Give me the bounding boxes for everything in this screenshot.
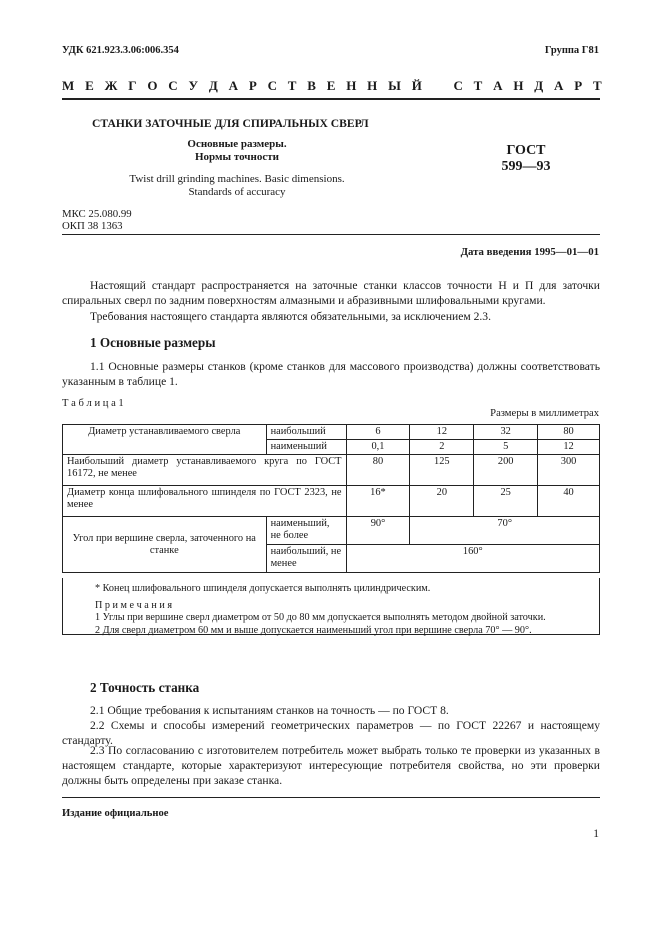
table-cell: 32 <box>474 425 538 440</box>
banner-letter: С <box>267 78 277 93</box>
title-rule <box>62 234 600 235</box>
banner-letter: В <box>307 78 316 93</box>
document-title: СТАНКИ ЗАТОЧНЫЕ ДЛЯ СПИРАЛЬНЫХ СВЕРЛ <box>92 117 369 130</box>
banner-letter: Р <box>574 78 583 93</box>
table-cell: 16* <box>346 486 410 517</box>
table-cell: 80 <box>346 455 410 486</box>
intro-obligation: Требования настоящего стандарта являются обязательными, за исключением 2.3. <box>90 310 492 323</box>
banner-letter: Д <box>208 78 218 93</box>
english-title-line1: Twist drill grinding machines. Basic dimensions. <box>129 173 345 185</box>
banner-letter: Д <box>534 78 544 93</box>
banner-letter: С <box>453 78 463 93</box>
table-cell: 90° <box>346 517 410 545</box>
section2-paragraph1: 2.1 Общие требования к испытаниям станков на точность — по ГОСТ 8. <box>90 704 449 717</box>
table-cell: 20 <box>410 486 474 517</box>
banner-letter: Р <box>248 78 257 93</box>
banner-letter: М <box>62 78 75 93</box>
banner-letter: Н <box>513 78 524 93</box>
table-row <box>63 425 600 440</box>
point-angle-label: Угол при вершине сверла, заточенного на станке <box>63 517 267 573</box>
banner-letter: Ж <box>104 78 118 93</box>
min-label: наименьший <box>266 440 346 455</box>
footnote-star: * Конец шлифовального шпинделя допускается выполнять цилиндрическим. <box>95 583 431 594</box>
table-cell: 0,1 <box>346 440 410 455</box>
table-row <box>63 455 600 486</box>
banner-letter: Ы <box>388 78 401 93</box>
page-number: 1 <box>593 828 599 840</box>
banner-letter: С <box>168 78 178 93</box>
effective-date: Дата введения 1995—01—01 <box>460 246 599 258</box>
table-cell: 200 <box>474 455 538 486</box>
table-cell: 70° <box>410 517 600 545</box>
wheel-diameter-label: Наибольший диаметр устанавливаемого круга по ГОСТ 16172, не менее <box>63 455 347 486</box>
table-units: Размеры в миллиметрах <box>490 408 599 419</box>
notes-title: П р и м е ч а н и я <box>95 599 173 611</box>
banner-letter: Т <box>593 78 602 93</box>
banner-letter: А <box>228 78 238 93</box>
table-cell: 12 <box>410 425 474 440</box>
table-notes <box>62 578 600 635</box>
table-cell: 40 <box>538 486 600 517</box>
banner-letter: Т <box>287 78 297 93</box>
interstate-standard-banner <box>62 78 602 94</box>
table-label: Т а б л и ц а 1 <box>62 398 124 409</box>
table-row <box>63 517 600 545</box>
banner-letter <box>433 78 443 94</box>
banner-letter: А <box>493 78 503 93</box>
section1-heading: 1 Основные размеры <box>90 335 216 350</box>
intro-paragraph: Настоящий стандарт распространяется на заточные станки классов точности Н и П для заточки спиральных сверл по задним поверхностям алмазными и абразивными шлифовальными кругами. <box>62 279 600 307</box>
table-cell: 2 <box>410 440 474 455</box>
banner-letter: Й <box>411 78 422 93</box>
subtitle-line2: Нормы точности <box>195 151 279 163</box>
table-cell: 160° <box>346 545 599 573</box>
max-not-less-label: наибольший, не менее <box>266 545 346 573</box>
section1-paragraph: 1.1 Основные размеры станков (кроме станков для массового производства) должны соответствовать указанным в таблице 1. <box>62 360 600 388</box>
max-label: наибольший <box>266 425 346 440</box>
gost-number: 599—93 <box>501 159 551 174</box>
min-not-more-label: наименьший, не более <box>266 517 346 545</box>
drill-diameter-label: Диаметр устанавливаемого сверла <box>63 425 267 455</box>
banner-letter: Е <box>326 78 336 93</box>
udk-code: УДК 621.923.3.06:006.354 <box>62 45 179 56</box>
footer-rule <box>62 797 600 798</box>
note-2: 2 Для сверл диаметром 60 мм и выше допускается наименьший угол при вершине сверла 70° — 90°. <box>95 624 532 636</box>
spindle-diameter-label: Диаметр конца шлифовального шпинделя по ГОСТ 2323, не менее <box>63 486 347 517</box>
banner-letter: Т <box>473 78 483 93</box>
subtitle-line1: Основные размеры. <box>187 138 287 150</box>
group-code: Группа Г81 <box>544 45 599 56</box>
table-cell: 5 <box>474 440 538 455</box>
banner-letter: А <box>554 78 564 93</box>
table-cell: 125 <box>410 455 474 486</box>
section2-paragraph3: 2.3 По согласованию с изготовителем потребитель может выбрать только те проверки из указанных в настоящем стандарте, которые характеризуют интересующие потребителя свойства, но эти проверки должны быть определены при заказе станка. <box>62 744 600 787</box>
table-cell: 80 <box>538 425 600 440</box>
section2-heading: 2 Точность станка <box>90 680 200 695</box>
dimensions-table <box>62 424 600 573</box>
mks-code: МКС 25.080.99 <box>62 208 132 220</box>
banner-letter: Г <box>128 78 137 93</box>
section2-paragraph2: 2.2 Схемы и способы измерений геометрических параметров — по ГОСТ 22267 и настоящему стандарту. <box>62 719 600 747</box>
banner-letter: Е <box>85 78 94 93</box>
banner-letter: О <box>147 78 158 93</box>
table-cell: 300 <box>538 455 600 486</box>
banner-letter: Н <box>367 78 378 93</box>
table-cell: 6 <box>346 425 410 440</box>
banner-letter: У <box>188 78 199 93</box>
okp-code: ОКП 38 1363 <box>62 220 123 232</box>
gost-label: ГОСТ <box>506 143 546 158</box>
banner-letter: Н <box>346 78 357 93</box>
table-cell: 25 <box>474 486 538 517</box>
table-row <box>63 486 600 517</box>
english-title-line2: Standards of accuracy <box>188 186 286 198</box>
note-1: 1 Углы при вершине сверл диаметром от 50 до 80 мм допускается выполнять методом двойной заточки. <box>95 612 546 623</box>
edition-label: Издание официальное <box>62 808 169 819</box>
header-rule <box>62 98 600 100</box>
table-cell: 12 <box>538 440 600 455</box>
